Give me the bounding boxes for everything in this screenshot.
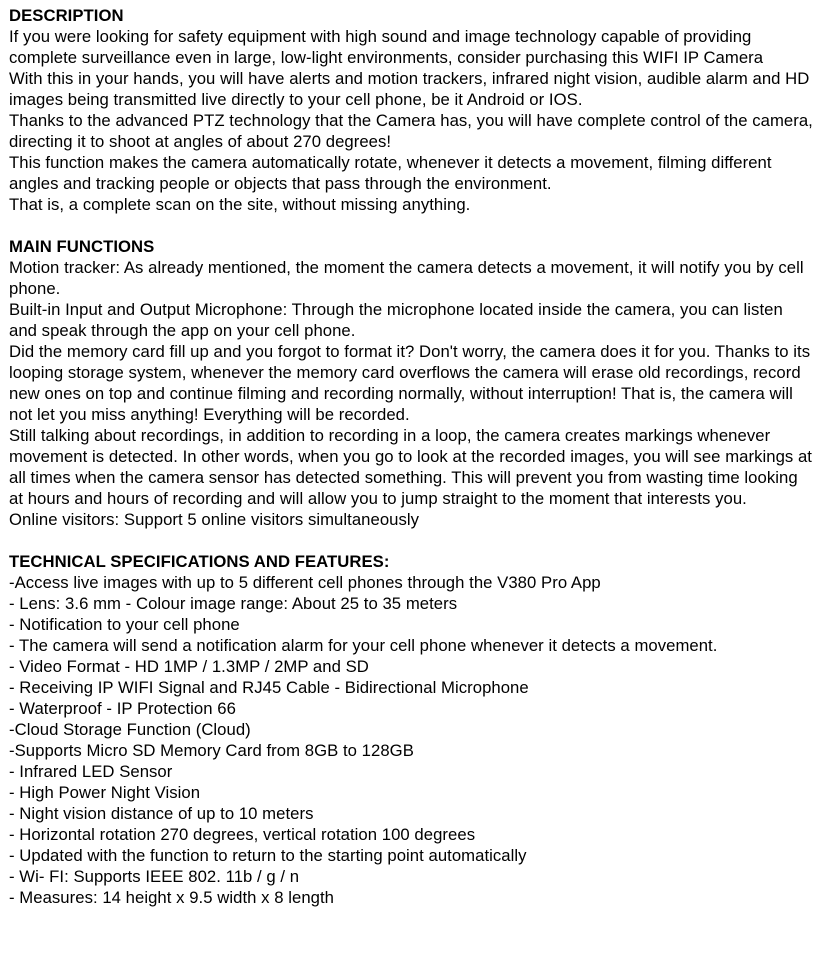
- spec-item: - Waterproof - IP Protection 66: [9, 699, 236, 718]
- description-paragraph: With this in your hands, you will have alerts and motion trackers, infrared night vision, audible alarm and HD images being transmitted live directly to your cell phone, be it Android or IOS.: [9, 69, 810, 109]
- main-functions-paragraph: Did the memory card fill up and you forgot to format it? Don't worry, the camera does it for you. Thanks to its looping storage system, whenever the memory card overflows the camera will erase old recordings, record new ones on top and continue filming and recording normally, without interruption! That is, the camera will not let you miss anything! Everything will be recorded.: [9, 342, 811, 424]
- spec-item: - Lens: 3.6 mm - Colour image range: About 25 to 35 meters: [9, 594, 458, 613]
- description-paragraph: That is, a complete scan on the site, without missing anything.: [9, 195, 471, 214]
- spec-item: - Night vision distance of up to 10 meters: [9, 804, 314, 823]
- technical-specs-heading: TECHNICAL SPECIFICATIONS AND FEATURES:: [9, 552, 390, 571]
- main-functions-section: [9, 236, 814, 530]
- description-paragraph: If you were looking for safety equipment with high sound and image technology capable of providing complete surveillance even in large, low-light environments, consider purchasing this WIFI IP Camera: [9, 27, 764, 67]
- spec-item: -Access live images with up to 5 different cell phones through the V380 Pro App: [9, 573, 601, 592]
- description-paragraph: Thanks to the advanced PTZ technology that the Camera has, you will have complete control of the camera, directing it to shoot at angles of about 270 degrees!: [9, 111, 813, 151]
- description-heading: DESCRIPTION: [9, 6, 124, 25]
- spec-item: - Video Format - HD 1MP / 1.3MP / 2MP and SD: [9, 657, 369, 676]
- spec-item: - Notification to your cell phone: [9, 615, 240, 634]
- main-functions-paragraph: Motion tracker: As already mentioned, the moment the camera detects a movement, it will notify you by cell phone.: [9, 258, 804, 298]
- main-functions-paragraph: Still talking about recordings, in addition to recording in a loop, the camera creates markings whenever movement is detected. In other words, when you go to look at the recorded images, you will see markings at all times when the camera sensor has detected something. This will prevent you from wasting time looking at hours and hours of recording and will allow you to jump straight to the moment that interests you.: [9, 426, 812, 508]
- spec-item: -Cloud Storage Function (Cloud): [9, 720, 251, 739]
- spec-item: - Measures: 14 height x 9.5 width x 8 length: [9, 888, 335, 907]
- spec-item: - Receiving IP WIFI Signal and RJ45 Cable - Bidirectional Microphone: [9, 678, 529, 697]
- spec-item: - High Power Night Vision: [9, 783, 201, 802]
- description-paragraph: This function makes the camera automatically rotate, whenever it detects a movement, filming different angles and tracking people or objects that pass through the environment.: [9, 153, 772, 193]
- description-section: [9, 5, 814, 215]
- spec-item: - Horizontal rotation 270 degrees, vertical rotation 100 degrees: [9, 825, 476, 844]
- main-functions-paragraph: Built-in Input and Output Microphone: Through the microphone located inside the camera, you can listen and speak through the app on your cell phone.: [9, 300, 783, 340]
- spec-list: [9, 572, 814, 908]
- spec-item: - The camera will send a notification alarm for your cell phone whenever it detects a movement.: [9, 636, 718, 655]
- section-spacer: [9, 215, 814, 236]
- section-spacer: [9, 530, 814, 551]
- main-functions-paragraph: Online visitors: Support 5 online visitors simultaneously: [9, 510, 420, 529]
- spec-item: - Updated with the function to return to the starting point automatically: [9, 846, 527, 865]
- spec-item: -Supports Micro SD Memory Card from 8GB to 128GB: [9, 741, 414, 760]
- technical-specs-section: [9, 551, 814, 908]
- main-functions-heading: MAIN FUNCTIONS: [9, 237, 155, 256]
- spec-item: - Infrared LED Sensor: [9, 762, 173, 781]
- spec-item: - Wi- FI: Supports IEEE 802. 11b / g / n: [9, 867, 300, 886]
